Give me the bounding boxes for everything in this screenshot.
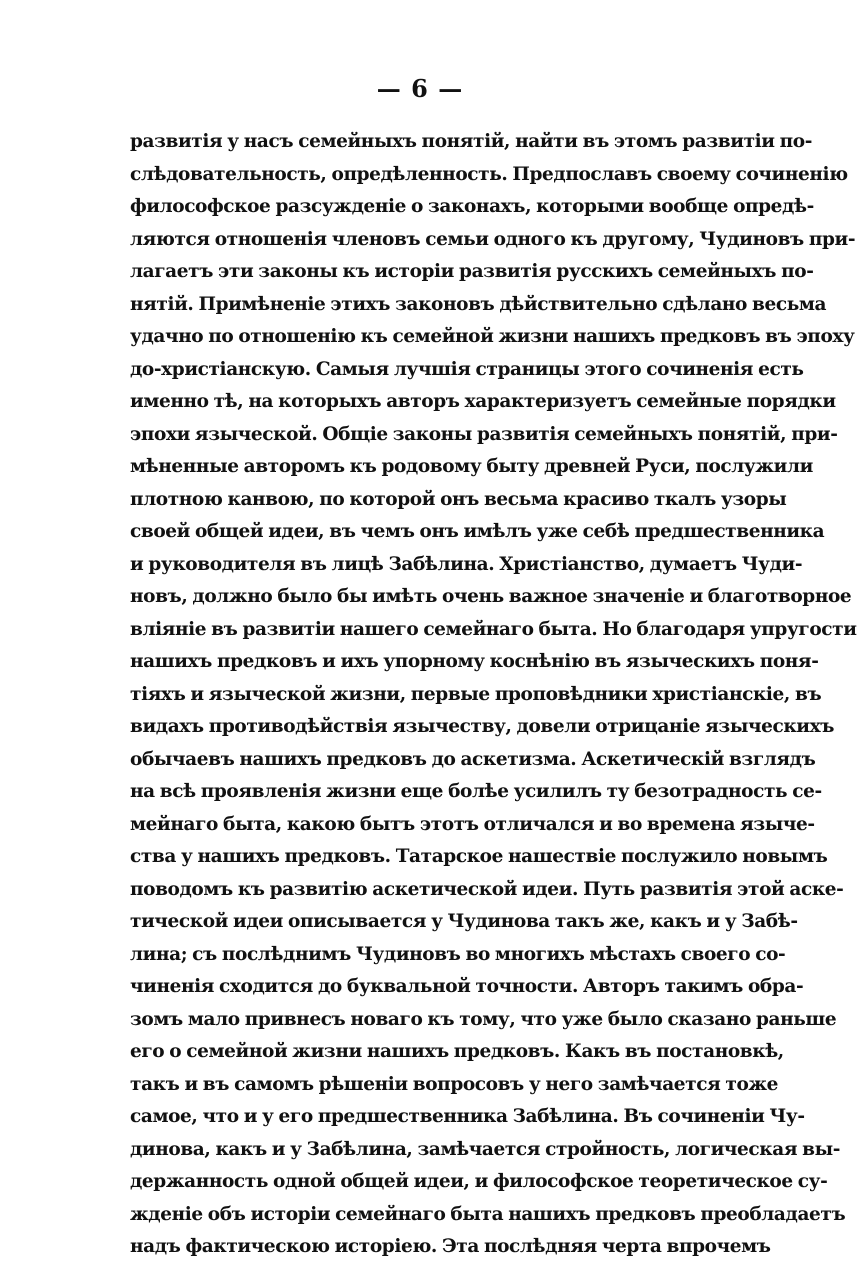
text-line: своей общей идеи, въ чемъ онъ имѣлъ уже себѣ предшественника — [130, 521, 825, 542]
text-line: динова, какъ и у Забѣлина, замѣчается стройность, логическая вы- — [130, 1138, 841, 1160]
text-line: развитія у насъ семейныхъ понятій, найти въ этомъ развитіи по- — [130, 131, 812, 152]
text-line: мѣненные авторомъ къ родовому быту древней Руси, послужили — [130, 456, 813, 477]
text-line: чиненія сходится до буквальной точности. Авторъ такимъ обра- — [130, 976, 804, 997]
text-line: нятій. Примѣненіе этихъ законовъ дѣйствительно сдѣлано весьма — [130, 293, 827, 315]
text-line: его о семейной жизни нашихъ предковъ. Какъ въ постановкѣ, — [130, 1041, 784, 1062]
text-line: на всѣ проявленія жизни еще болѣе усилилъ ту безотрадность се- — [130, 781, 822, 802]
text-line: плотною канвою, по которой онъ весьма красиво ткалъ узоры — [130, 488, 787, 510]
text-line: лагаетъ эти законы къ исторіи развитія русскихъ семейныхъ по- — [130, 261, 814, 282]
text-line: вліяніе въ развитіи нашего семейнаго быта. Но благодаря упругости — [130, 618, 857, 640]
body-text — [130, 126, 857, 1264]
text-line: ляются отношенія членовъ семьи одного къ другому, Чудиновъ при- — [130, 228, 856, 250]
text-line: поводомъ къ развитію аскетической идеи. Путь развитія этой аске- — [130, 878, 844, 900]
text-line: тіяхъ и языческой жизни, первые проповѣдники христіанскіе, въ — [130, 683, 822, 705]
text-line: ства у нашихъ предковъ. Татарское нашествіе послужило новымъ — [130, 846, 828, 867]
text-line: новъ, должно было бы имѣть очень важное значеніе и благотворное — [130, 586, 852, 607]
text-line: тической идеи описывается у Чудинова такъ же, какъ и у Забѣ- — [130, 911, 798, 932]
page-number: — 6 — — [376, 74, 464, 103]
text-line: жденіе объ исторіи семейнаго быта нашихъ предковъ преобладаетъ — [130, 1203, 846, 1225]
text-line: и руководителя въ лицѣ Забѣлина. Христіанство, думаетъ Чуди- — [130, 553, 803, 575]
text-line: обычаевъ нашихъ предковъ до аскетизма. Аскетическій взглядъ — [130, 748, 816, 770]
text-line: слѣдовательность, опредѣленность. Предпославъ своему сочиненію — [130, 163, 848, 185]
text-line: лина; съ послѣднимъ Чудиновъ во многихъ мѣстахъ своего со- — [130, 943, 786, 965]
text-line: зомъ мало привнесъ новаго къ тому, что уже было сказано раньше — [130, 1008, 837, 1030]
text-line: до-христіанскую. Самыя лучшія страницы этого сочиненія есть — [130, 358, 804, 380]
text-line: такъ и въ самомъ рѣшеніи вопросовъ у него замѣчается тоже — [130, 1073, 779, 1095]
text-line: надъ фактическою исторіею. Эта послѣдняя черта впрочемъ — [130, 1236, 771, 1257]
text-line: видахъ противодѣйствія язычеству, довели отрицаніе языческихъ — [130, 716, 835, 737]
text-line: удачно по отношенію къ семейной жизни нашихъ предковъ въ эпоху — [130, 326, 855, 347]
text-line: именно тѣ, на которыхъ авторъ характеризуетъ семейные порядки — [130, 391, 836, 412]
text-line: самое, что и у его предшественника Забѣлина. Въ сочиненіи Чу- — [130, 1106, 805, 1127]
text-line: мейнаго быта, какою бытъ этотъ отличался и во времена языче- — [130, 813, 815, 835]
text-line: эпохи языческой. Общіе законы развитія семейныхъ понятій, при- — [130, 423, 838, 445]
text-line: держанность одной общей идеи, и философское теоретическое су- — [130, 1171, 828, 1192]
text-line: философское разсужденіе о законахъ, которыми вообще опредѣ- — [130, 196, 814, 217]
text-line: нашихъ предковъ и ихъ упорному коснѣнію въ языческихъ поня- — [130, 651, 819, 672]
